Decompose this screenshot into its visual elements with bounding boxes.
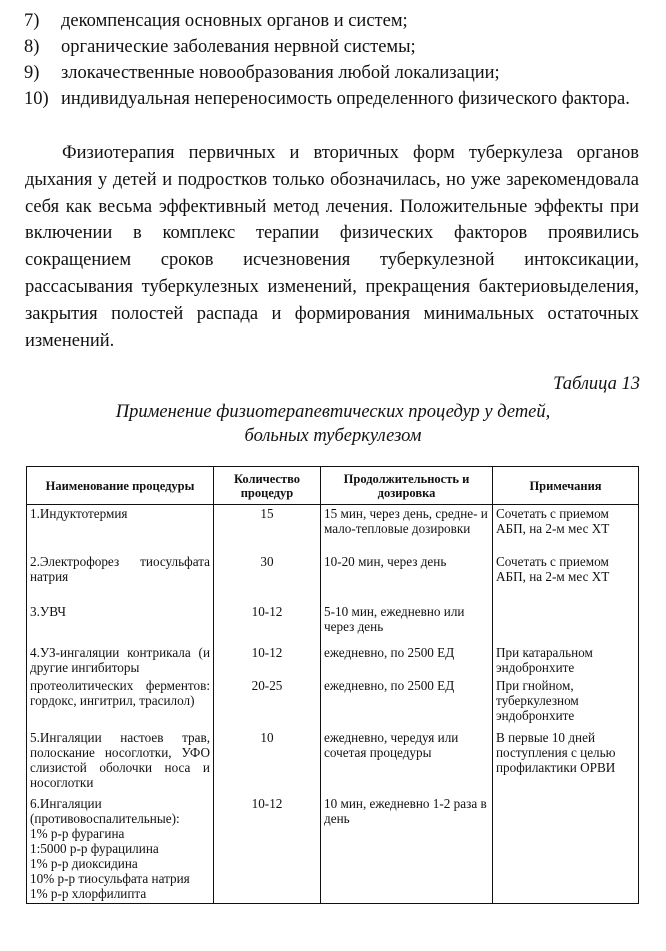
column-header: Продолжительность и дозировка	[321, 467, 493, 505]
table-caption-line: больных туберкулезом	[244, 426, 422, 446]
table-row	[27, 677, 639, 729]
procedure-name-group	[27, 795, 214, 904]
procedure-note: При гнойном, туберкулезном эндобронхите	[493, 677, 639, 729]
procedure-note	[493, 603, 639, 644]
procedure-note: Сочетать с приемом АБП, на 2-м мес ХТ	[493, 505, 639, 553]
procedure-name: 2.Электрофорез тиосульфата натрия	[27, 553, 214, 603]
solution-item: 1:5000 р-р фурацилина	[30, 840, 159, 856]
table-row	[27, 603, 639, 644]
procedure-duration: ежедневно, по 2500 ЕД	[321, 644, 493, 677]
procedure-name: 5.Ингаляции настоев трав, полоскание носоглотки, УФО слизистой оболочки носа и носоглотки	[27, 729, 214, 795]
list-item-number: 7)	[24, 11, 40, 31]
procedure-name: 3.УВЧ	[27, 603, 214, 644]
list-item	[24, 34, 656, 60]
solution-item: 1% р-р диоксидина	[30, 855, 138, 871]
procedure-count: 15	[214, 505, 321, 553]
list-item	[24, 86, 656, 112]
procedure-duration: ежедневно, чередуя или сочетая процедуры	[321, 729, 493, 795]
procedure-note: При катаральном эндобронхите	[493, 644, 639, 677]
procedure-name: 4.УЗ-ингаляции контрикала (и другие ингибиторы	[27, 644, 214, 677]
table-row	[27, 644, 639, 677]
list-item-text: декомпенсация основных органов и систем;	[61, 11, 408, 31]
table-row	[27, 795, 639, 904]
procedure-name: 6.Ингаляции (противовоспалительные):	[30, 795, 180, 826]
procedure-name: 1.Индуктотермия	[27, 505, 214, 553]
table-number: Таблица 13	[553, 374, 640, 394]
procedure-duration: 5-10 мин, ежедневно или через день	[321, 603, 493, 644]
column-header: Примечания	[493, 467, 639, 505]
list-item	[24, 8, 656, 34]
list-item-text: злокачественные новообразования любой локализации;	[61, 63, 500, 83]
list-item-number: 8)	[24, 37, 40, 57]
column-header: Количество процедур	[214, 467, 321, 505]
procedure-note: В первые 10 дней поступления с целью профилактики ОРВИ	[493, 729, 639, 795]
list-item-text: индивидуальная непереносимость определенного физического фактора.	[61, 89, 630, 109]
body-paragraph: Физиотерапия первичных и вторичных форм туберкулеза органов дыхания у детей и подростков только обозначилась, но уже зарекомендовала себя как весьма эффективный метод лечения. Положительные эффекты при включении в комплекс терапии физических факторов проявились сокращением сроков исчезновения туберкулезной интоксикации, рассасывания туберкулезных изменений, прекращения бактериовыделения, закрытия полостей распада и формирования минимальных остаточных изменений.	[25, 143, 639, 351]
procedures-table	[26, 466, 639, 904]
procedure-duration: 10 мин, ежедневно 1-2 раза в день	[321, 795, 493, 904]
procedure-count: 10-12	[214, 603, 321, 644]
list-item-number: 10)	[24, 89, 49, 109]
procedure-count: 10-12	[214, 644, 321, 677]
procedure-note: Сочетать с приемом АБП, на 2-м мес ХТ	[493, 553, 639, 603]
procedure-name: протеолитических ферментов: гордокс, ингитрил, трасилол)	[27, 677, 214, 729]
table-header-row	[27, 467, 639, 505]
procedure-count: 30	[214, 553, 321, 603]
table-caption-line: Применение физиотерапевтических процедур у детей,	[115, 402, 551, 422]
table-row	[27, 505, 639, 553]
solution-item: 1% р-р хлорфилипта	[30, 885, 147, 901]
procedure-duration: 10-20 мин, через день	[321, 553, 493, 603]
procedure-count: 10-12	[214, 795, 321, 904]
table-row	[27, 553, 639, 603]
solution-item: 10% р-р тиосульфата натрия	[30, 870, 190, 886]
table-caption	[0, 400, 666, 448]
procedure-duration: ежедневно, по 2500 ЕД	[321, 677, 493, 729]
procedure-duration: 15 мин, через день, средне- и мало-тепловые дозировки	[321, 505, 493, 553]
table-row	[27, 729, 639, 795]
procedure-count: 20-25	[214, 677, 321, 729]
list-item-number: 9)	[24, 63, 40, 83]
column-header: Наименование процедуры	[27, 467, 214, 505]
solution-item: 1% р-р фурагина	[30, 825, 125, 841]
list-item-text: органические заболевания нервной системы;	[61, 37, 416, 57]
list-item	[24, 60, 656, 86]
contraindications-list	[24, 8, 656, 112]
procedure-count: 10	[214, 729, 321, 795]
procedure-note	[493, 795, 639, 904]
